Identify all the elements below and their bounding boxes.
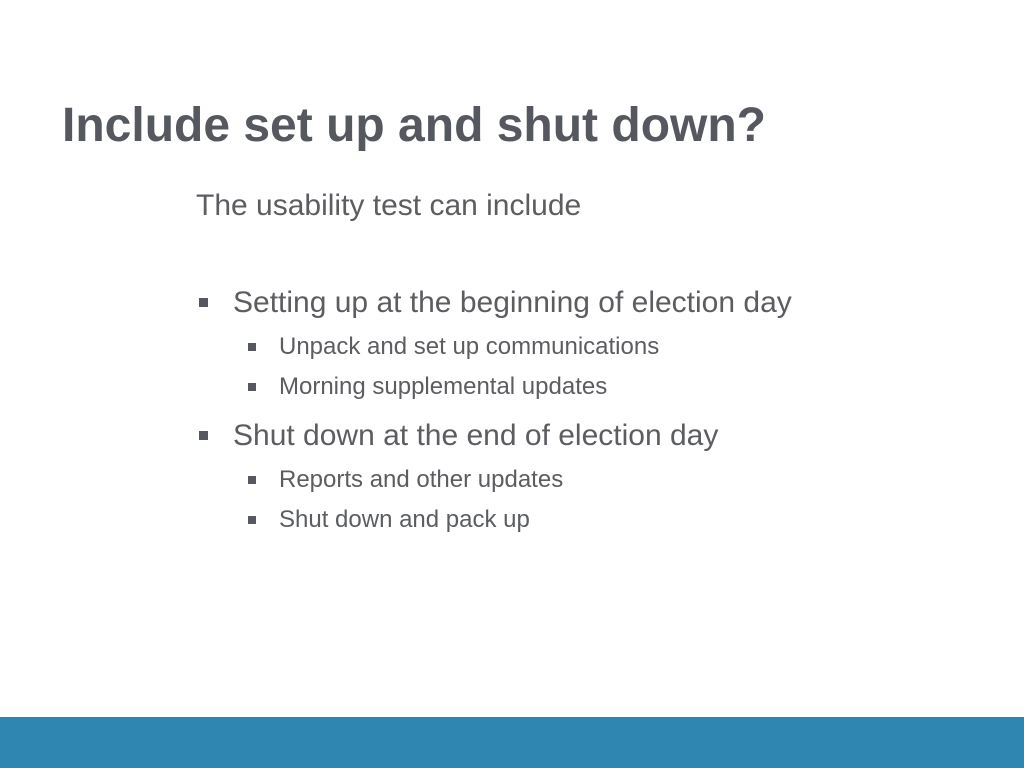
intro-text: The usability test can include <box>196 189 582 222</box>
sub-bullet-item <box>196 460 996 500</box>
bullet-square-icon <box>248 343 256 351</box>
bullet-item <box>196 282 996 324</box>
sub-bullet-text: Morning supplemental updates <box>279 373 608 400</box>
sub-bullet-item <box>196 500 996 540</box>
footer-bar <box>0 717 1024 768</box>
bullet-square-icon <box>248 516 256 524</box>
bullet-square-icon <box>248 383 256 391</box>
sub-bullet-text: Unpack and set up communications <box>279 333 660 360</box>
sub-bullet-item <box>196 367 996 407</box>
bullet-square-icon <box>248 476 256 484</box>
bullet-list <box>196 282 996 540</box>
sub-bullet-text: Shut down and pack up <box>279 506 530 533</box>
sub-bullet-item <box>196 327 996 367</box>
slide-title: Include set up and shut down? <box>62 99 766 152</box>
bullet-text: Setting up at the beginning of election day <box>233 286 792 319</box>
bullet-square-icon <box>199 431 208 440</box>
bullet-square-icon <box>199 298 208 307</box>
bullet-text: Shut down at the end of election day <box>233 419 719 452</box>
bullet-item <box>196 415 996 457</box>
sub-bullet-text: Reports and other updates <box>279 466 564 493</box>
